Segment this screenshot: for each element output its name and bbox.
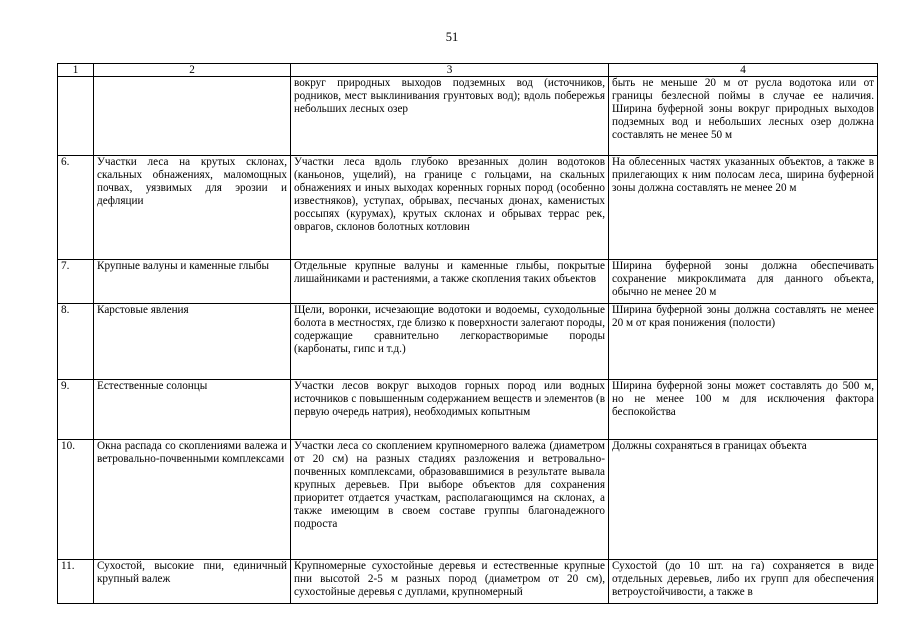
buffer-zone: Ширина буферной зоны может составлять до 500 м, но не менее 100 м для исключения фактора беспокойства (609, 380, 878, 440)
buffer-zone: Сухостой (до 10 шт. на га) сохраняется в виде отдельных деревьев, либо их групп для обеспечения ветроустойчивости, а также в (609, 560, 878, 604)
table-row (58, 380, 878, 440)
header-cell-2: 2 (94, 64, 291, 77)
object-description: Отдельные крупные валуны и каменные глыбы, покрытые лишайниками и растениями, а также скопления таких объектов (291, 260, 609, 304)
row-number: 9. (58, 380, 94, 440)
object-name: Карстовые явления (94, 304, 291, 380)
table-row (58, 560, 878, 604)
page-number: 51 (445, 30, 459, 44)
table-row (58, 304, 878, 380)
buffer-zone: Ширина буферной зоны должна обеспечивать сохранение микроклимата для данного объекта, обычно не менее 20 м (609, 260, 878, 304)
row-number: 11. (58, 560, 94, 604)
row-number: 8. (58, 304, 94, 380)
row-number (58, 77, 94, 156)
header-cell-1: 1 (58, 64, 94, 77)
object-description: Участки лесов вокруг выходов горных пород или водных источников с повышенным содержанием веществ и элементов (в первую очередь натрия), необходимых копытным (291, 380, 609, 440)
object-description: Щели, воронки, исчезающие водотоки и водоемы, суходольные болота в местностях, где близко к поверхности залегают породы, содержащие сравнительно легкорастворимые породы (карбонаты, гипс и т.д.) (291, 304, 609, 380)
buffer-zone: Ширина буферной зоны должна составлять не менее 20 м от края понижения (полости) (609, 304, 878, 380)
object-name (94, 77, 291, 156)
object-name: Естественные солонцы (94, 380, 291, 440)
table-row (58, 260, 878, 304)
buffer-zone: На облесенных частях указанных объектов, а также в прилегающих к ним полосам леса, ширина буферной зоны должна составлять не менее 20 м (609, 156, 878, 260)
object-name: Окна распада со скоплениями валежа и ветровально-почвенными комплексами (94, 440, 291, 560)
object-name: Крупные валуны и каменные глыбы (94, 260, 291, 304)
object-description: Участки леса вдоль глубоко врезанных долин водотоков (каньонов, ущелий), на границе с гольцами, на скальных обнажениях и иных выходах коренных горных пород (особенно известняков), уступах, обрывах, песчаных дюнах, каменистых россыпях (курумах), крутых склонах и обрывах террас рек, оврагов, склонов болотных котловин (291, 156, 609, 260)
object-description: вокруг природных выходов подземных вод (источников, родников, мест выклинивания грунтовых вод); вдоль побережья небольших лесных озер (291, 77, 609, 156)
object-description: Участки леса со скоплением крупномерного валежа (диаметром от 20 см) на разных стадиях разложения и ветровально-почвенных комплексами, образовавшимися в результате вывала крупных деревьев. При выборе объектов для сохранения приоритет отдается участкам, располагающимся на склонах, а также имеющим в своем составе группы благонадежного подроста (291, 440, 609, 560)
table-row (58, 156, 878, 260)
header-cell-3: 3 (291, 64, 609, 77)
table-header-row (58, 64, 878, 77)
row-number: 7. (58, 260, 94, 304)
header-cell-4: 4 (609, 64, 878, 77)
object-name: Участки леса на крутых склонах, скальных обнажениях, маломощных почвах, уязвимых для эрозии и дефляции (94, 156, 291, 260)
table-row (58, 77, 878, 156)
object-description: Крупномерные сухостойные деревья и естественные крупные пни высотой 2-5 м разных пород (диаметром от 20 см), сухостойные деревья с дуплами, крупномерный (291, 560, 609, 604)
object-name: Сухостой, высокие пни, единичный крупный валеж (94, 560, 291, 604)
row-number: 6. (58, 156, 94, 260)
table-row (58, 440, 878, 560)
data-table (57, 63, 878, 604)
buffer-zone: Должны сохраняться в границах объекта (609, 440, 878, 560)
buffer-zone: быть не меньше 20 м от русла водотока или от границы безлесной поймы в случае ее наличия. Ширина буферной зоны вокруг природных выходов подземных вод и небольших лесных озер должна составлять не менее 50 м (609, 77, 878, 156)
row-number: 10. (58, 440, 94, 560)
